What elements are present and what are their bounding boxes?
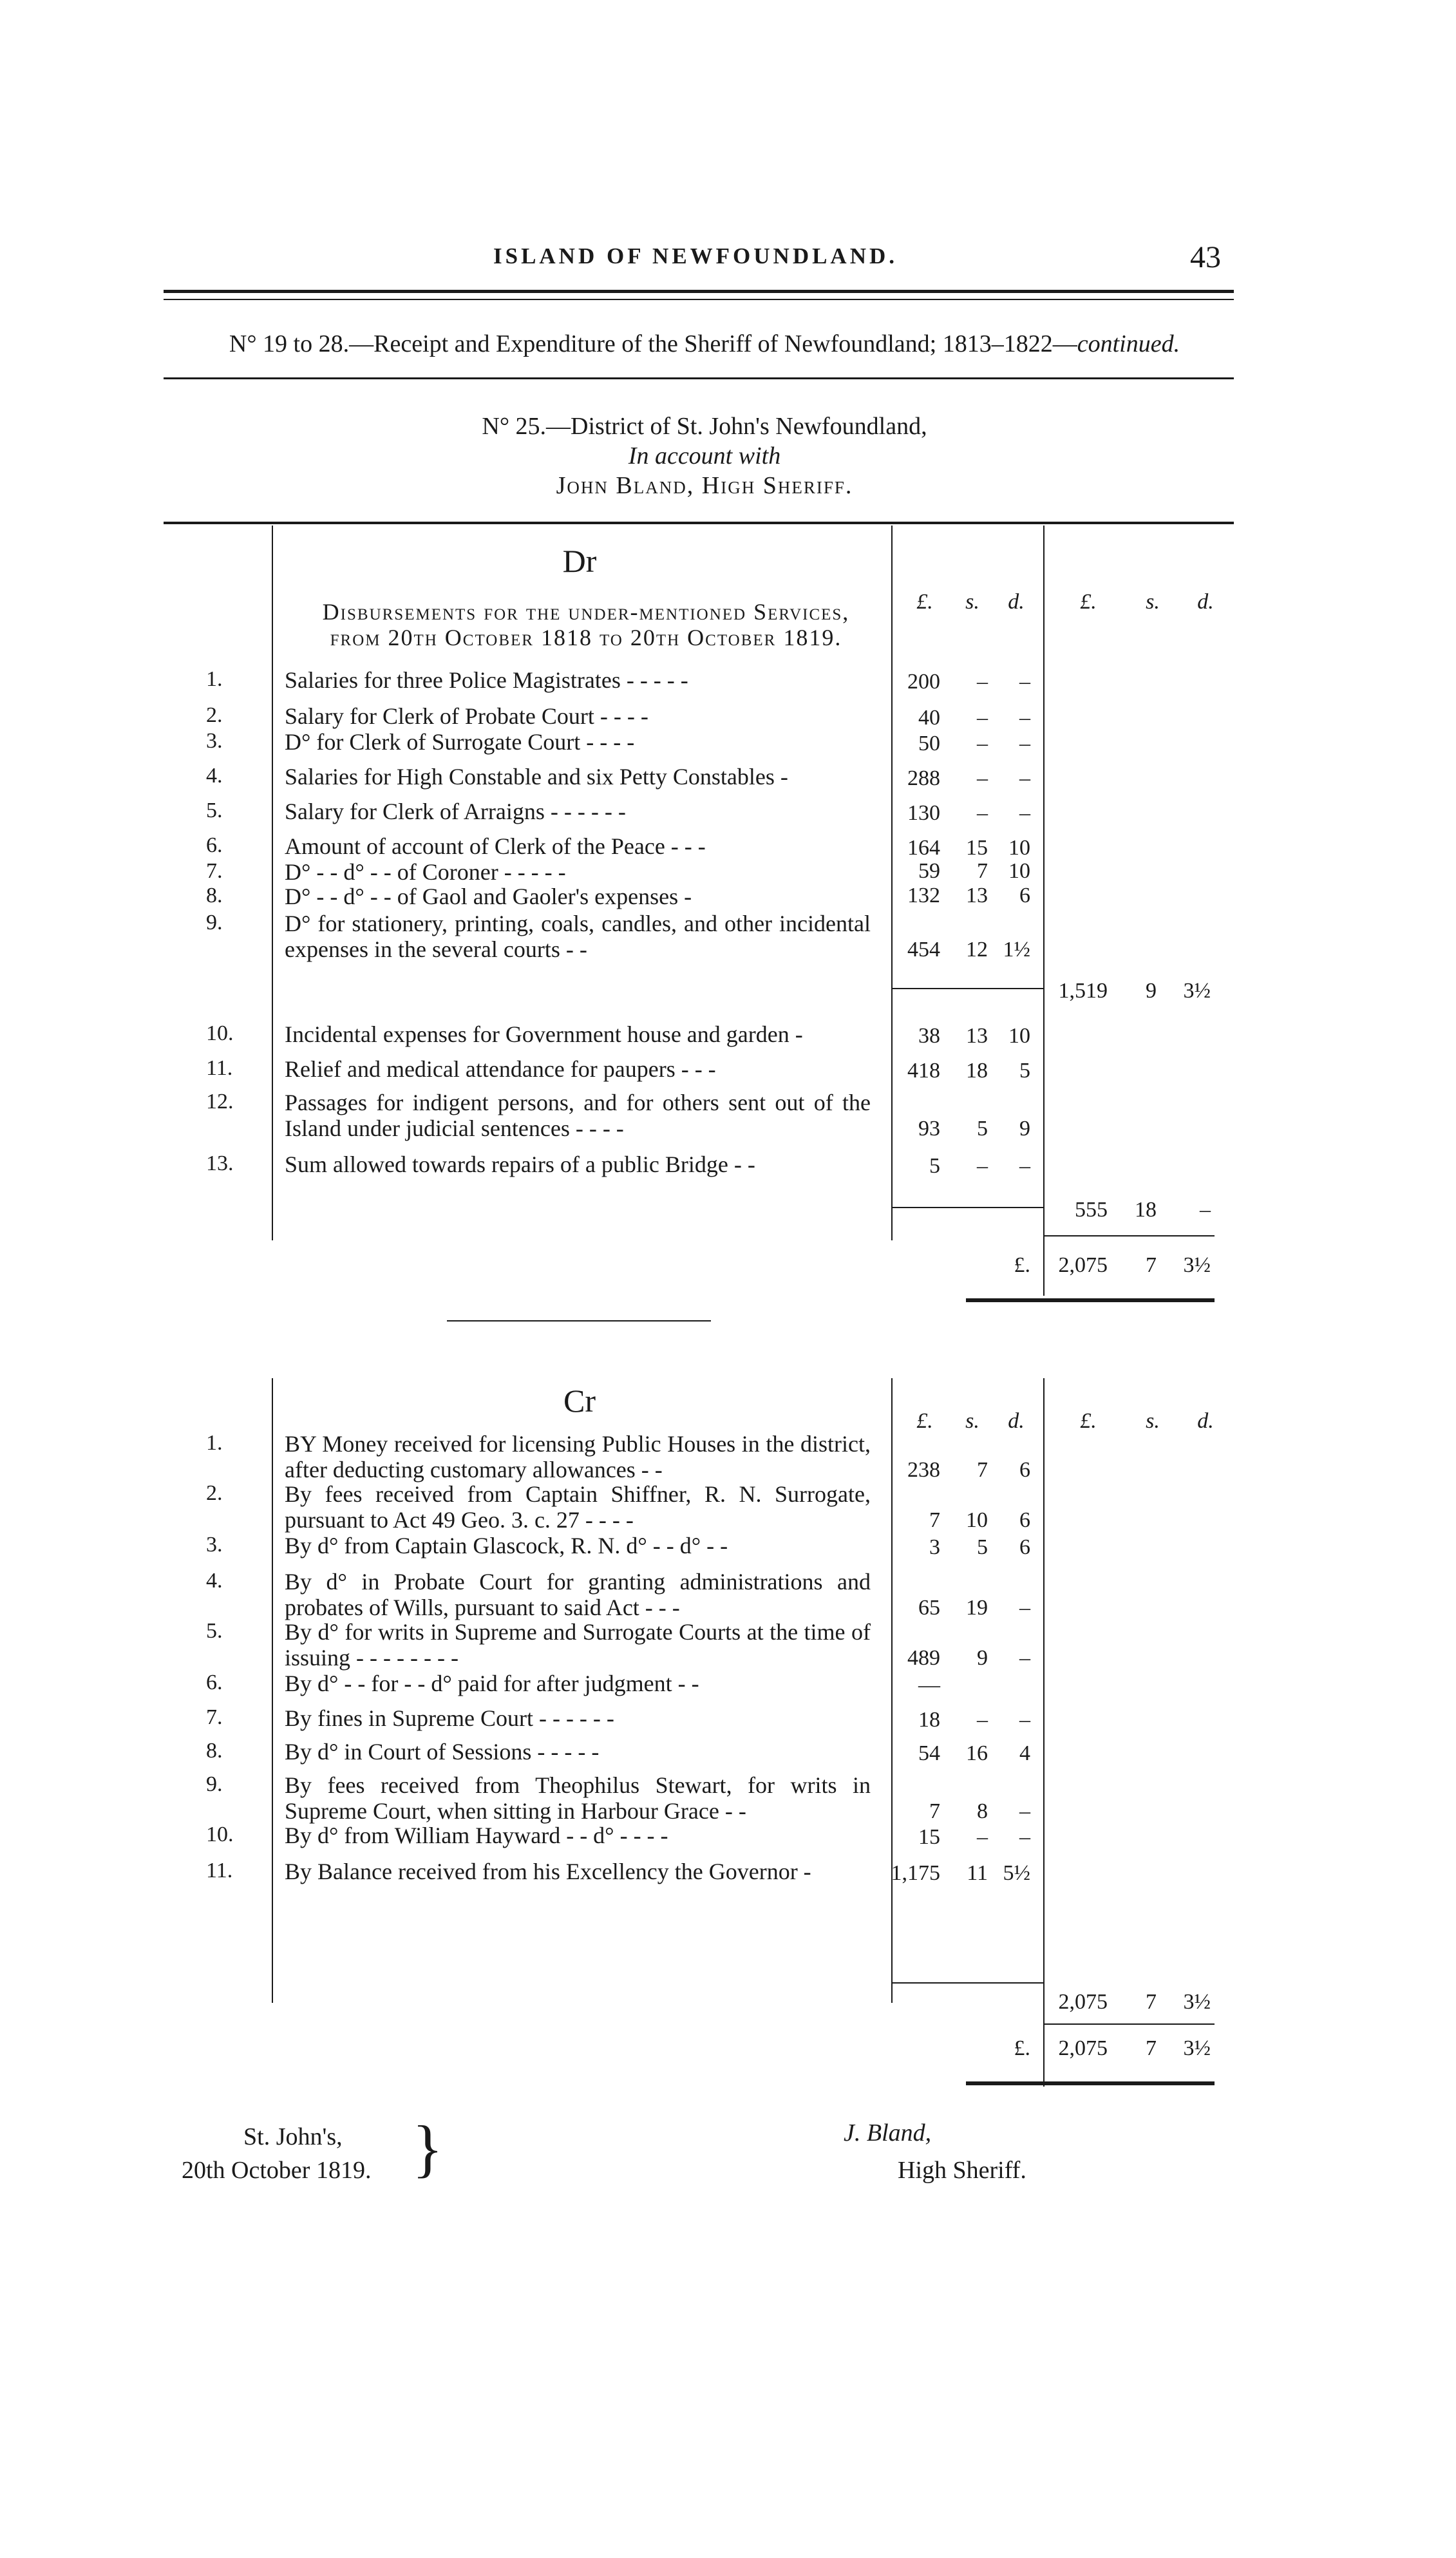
credit-item-pounds: 7 bbox=[929, 1799, 940, 1823]
credit-item-shillings: 8 bbox=[977, 1799, 988, 1823]
debit-item-pounds: 132 bbox=[907, 884, 940, 907]
credit-subtotal-pounds: 2,075 bbox=[1058, 1990, 1108, 2014]
credit-subtotal-pence: 3½ bbox=[1183, 1990, 1211, 2014]
credit-col2-pounds: £. bbox=[1080, 1409, 1097, 1433]
credit-item-description: By d° - - for - - d° paid for after judgment - - bbox=[285, 1671, 699, 1696]
credit-total-rule bbox=[1045, 2023, 1215, 2025]
debit-total-pence: 3½ bbox=[1183, 1253, 1211, 1277]
credit-item-number: 3. bbox=[206, 1533, 223, 1557]
credit-item-number: 2. bbox=[206, 1481, 223, 1505]
debit-item-pounds: 454 bbox=[907, 938, 940, 962]
debit-item-pence: 9 bbox=[1019, 1117, 1030, 1141]
debit-heading: Dr bbox=[562, 543, 597, 579]
debit-item-number: 5. bbox=[206, 799, 223, 822]
credit-item-pounds: 489 bbox=[907, 1646, 940, 1670]
debit-item-description: Passages for indigent persons, and for others sent out of the Island under judicial sentences - - - - bbox=[285, 1090, 871, 1141]
debit-intro: Disbursements for the under-mentioned Services, from 20th October 1818 to 20th October 1819. bbox=[322, 599, 850, 650]
credit-item-shillings: 16 bbox=[966, 1741, 988, 1765]
footer-place: St. John's, bbox=[243, 2123, 343, 2150]
debit-item-number: 3. bbox=[206, 729, 223, 753]
debit-item-pence: – bbox=[1019, 670, 1030, 694]
debit-total-shillings: 7 bbox=[1146, 1253, 1157, 1277]
debit-item-description: Salaries for three Police Magistrates - - - - - bbox=[285, 667, 688, 693]
credit-item-pounds: 3 bbox=[929, 1535, 940, 1559]
credit-col-pounds: £. bbox=[916, 1409, 933, 1433]
debit-item-pounds: 40 bbox=[918, 706, 940, 730]
debit-item-pounds: 288 bbox=[907, 766, 940, 790]
credit-col-rule-2 bbox=[1043, 1378, 1045, 2087]
document-title: N° 19 to 28.—Receipt and Expenditure of the Sheriff of Newfoundland; 1813–1822—continued. bbox=[229, 330, 1180, 357]
debit-item-pence: – bbox=[1019, 766, 1030, 790]
debit-item-shillings: 5 bbox=[977, 1117, 988, 1141]
credit-double-rule bbox=[966, 2081, 1215, 2085]
debit-item-pence: 10 bbox=[1008, 859, 1030, 883]
debit-item-pounds: 93 bbox=[918, 1117, 940, 1141]
credit-item-shillings: 10 bbox=[966, 1508, 988, 1532]
debit-item-description: Incidental expenses for Government house and garden - bbox=[285, 1021, 803, 1047]
credit-heading: Cr bbox=[563, 1383, 596, 1419]
credit-subtotal-shillings: 7 bbox=[1146, 1990, 1157, 2014]
footer-date: 20th October 1819. bbox=[182, 2157, 372, 2184]
running-head: ISLAND OF NEWFOUNDLAND. bbox=[493, 243, 898, 269]
sheriff-line: John Bland, High Sheriff. bbox=[556, 472, 853, 499]
debit-item-shillings: 13 bbox=[966, 884, 988, 907]
debit-item-number: 11. bbox=[206, 1056, 233, 1080]
debit-item-pounds: 38 bbox=[918, 1024, 940, 1048]
credit-item-pounds: 1,175 bbox=[891, 1861, 940, 1885]
debit-item-shillings: – bbox=[977, 706, 988, 730]
debit-item-shillings: 18 bbox=[966, 1059, 988, 1083]
credit-item-description: By Balance received from his Excellency the Governor - bbox=[285, 1859, 811, 1884]
credit-item-number: 10. bbox=[206, 1823, 234, 1846]
footer-office: High Sheriff. bbox=[898, 2157, 1026, 2184]
debit-col2-pounds: £. bbox=[1080, 590, 1097, 614]
credit-item-number: 11. bbox=[206, 1859, 233, 1882]
debit-total-pounds: 2,075 bbox=[1058, 1253, 1108, 1277]
credit-left-rule bbox=[272, 1378, 273, 2003]
debit-subtotal-2-shillings: 18 bbox=[1135, 1198, 1157, 1222]
district-line: N° 25.—District of St. John's Newfoundland, bbox=[482, 413, 927, 440]
debit-subtotal-1-shillings: 9 bbox=[1146, 979, 1157, 1003]
debit-col-pence: d. bbox=[1008, 590, 1025, 614]
debit-item-number: 8. bbox=[206, 884, 223, 907]
debit-item-description: Salary for Clerk of Arraigns - - - - - - bbox=[285, 799, 626, 824]
credit-item-pence: – bbox=[1019, 1596, 1030, 1620]
debit-item-description: D° - - d° - - of Gaol and Gaoler's expenses - bbox=[285, 884, 692, 909]
debit-left-rule bbox=[272, 526, 273, 1240]
footer-signature: J. Bland, bbox=[844, 2119, 932, 2146]
debit-item-description: D° for Clerk of Surrogate Court - - - - bbox=[285, 729, 635, 755]
credit-item-description: By fees received from Theophilus Stewart, for writs in Supreme Court, when sitting in Harbour Grace - - bbox=[285, 1772, 871, 1824]
credit-item-shillings: 11 bbox=[967, 1861, 988, 1885]
credit-item-number: 6. bbox=[206, 1671, 223, 1694]
debit-item-pence: 10 bbox=[1008, 836, 1030, 860]
debit-item-pounds: 5 bbox=[929, 1154, 940, 1178]
debit-item-description: Amount of account of Clerk of the Peace - - - bbox=[285, 833, 706, 859]
credit-item-description: By fees received from Captain Shiffner, R. N. Surrogate, pursuant to Act 49 Geo. 3. c. 27 - - - - bbox=[285, 1481, 871, 1533]
credit-item-description: BY Money received for licensing Public Houses in the district, after deducting customary allowances - - bbox=[285, 1431, 871, 1483]
credit-item-pence: 4 bbox=[1019, 1741, 1030, 1765]
credit-total-label: £. bbox=[1014, 2036, 1030, 2060]
credit-item-number: 7. bbox=[206, 1705, 223, 1729]
debit-item-description: Salary for Clerk of Probate Court - - - - bbox=[285, 703, 648, 729]
debit-item-shillings: – bbox=[977, 670, 988, 694]
page-number: 43 bbox=[1190, 240, 1221, 274]
debit-col-rule-2 bbox=[1043, 526, 1045, 1296]
debit-item-number: 6. bbox=[206, 833, 223, 857]
credit-total-pounds: 2,075 bbox=[1058, 2036, 1108, 2060]
debit-item-pounds: 164 bbox=[907, 836, 940, 860]
credit-item-description: By d° from William Hayward - - d° - - - - bbox=[285, 1823, 668, 1848]
debit-item-description: D° for stationery, printing, coals, candles, and other incidental expenses in the several courts - - bbox=[285, 911, 871, 962]
debit-item-pence: – bbox=[1019, 1154, 1030, 1178]
debit-subtotal-1-pounds: 1,519 bbox=[1058, 979, 1108, 1003]
debit-item-number: 7. bbox=[206, 859, 223, 883]
credit-item-pence: – bbox=[1019, 1646, 1030, 1670]
debit-item-description: Relief and medical attendance for paupers - - - bbox=[285, 1056, 716, 1082]
credit-item-description: By fines in Supreme Court - - - - - - bbox=[285, 1705, 614, 1731]
debit-col2-shillings: s. bbox=[1146, 590, 1160, 614]
credit-item-number: 1. bbox=[206, 1431, 223, 1455]
credit-item-pounds: — bbox=[918, 1673, 940, 1697]
credit-item-pounds: 7 bbox=[929, 1508, 940, 1532]
debit-item-pounds: 59 bbox=[918, 859, 940, 883]
debit-subrule-2 bbox=[893, 1207, 1043, 1208]
credit-col2-shillings: s. bbox=[1146, 1409, 1160, 1433]
credit-item-shillings: 5 bbox=[977, 1535, 988, 1559]
credit-item-shillings: – bbox=[977, 1708, 988, 1732]
debit-item-number: 4. bbox=[206, 764, 223, 788]
credit-item-pence: – bbox=[1019, 1799, 1030, 1823]
debit-item-pence: 1½ bbox=[1003, 938, 1030, 962]
debit-subtotal-2-pence: – bbox=[1200, 1198, 1211, 1222]
debit-item-pounds: 418 bbox=[907, 1059, 940, 1083]
debit-subtotal-1-pence: 3½ bbox=[1183, 979, 1211, 1003]
credit-item-pounds: 65 bbox=[918, 1596, 940, 1620]
credit-item-shillings: 19 bbox=[966, 1596, 988, 1620]
credit-total-shillings: 7 bbox=[1146, 2036, 1157, 2060]
debit-item-number: 13. bbox=[206, 1151, 234, 1175]
footer-brace: } bbox=[412, 2112, 443, 2184]
header-rule-top bbox=[164, 290, 1234, 293]
title-rule bbox=[164, 377, 1234, 379]
credit-col-shillings: s. bbox=[965, 1409, 979, 1433]
account-line: In account with bbox=[628, 442, 781, 469]
debit-item-shillings: 12 bbox=[966, 938, 988, 962]
debit-item-pence: – bbox=[1019, 732, 1030, 755]
debit-item-pence: – bbox=[1019, 706, 1030, 730]
debit-item-shillings: 13 bbox=[966, 1024, 988, 1048]
section-separator bbox=[447, 1320, 711, 1322]
credit-item-description: By d° for writs in Supreme and Surrogate Courts at the time of issuing - - - - - - - - bbox=[285, 1619, 871, 1671]
credit-subrule bbox=[893, 1982, 1043, 1984]
debit-double-rule bbox=[966, 1298, 1215, 1302]
debit-item-shillings: – bbox=[977, 732, 988, 755]
credit-item-pence: 6 bbox=[1019, 1458, 1030, 1482]
credit-item-pounds: 238 bbox=[907, 1458, 940, 1482]
debit-col-shillings: s. bbox=[965, 590, 979, 614]
credit-item-shillings: – bbox=[977, 1825, 988, 1849]
debit-total-label: £. bbox=[1014, 1253, 1030, 1277]
credit-item-description: By d° from Captain Glascock, R. N. d° - - d° - - bbox=[285, 1533, 728, 1558]
credit-item-pounds: 15 bbox=[918, 1825, 940, 1849]
credit-col2-pence: d. bbox=[1197, 1409, 1214, 1433]
debit-item-pounds: 200 bbox=[907, 670, 940, 694]
debit-subrule-1 bbox=[893, 988, 1043, 989]
header-rule-bottom bbox=[164, 299, 1234, 300]
debit-item-pence: 6 bbox=[1019, 884, 1030, 907]
credit-item-number: 5. bbox=[206, 1619, 223, 1643]
debit-item-pounds: 130 bbox=[907, 801, 940, 825]
debit-item-shillings: – bbox=[977, 766, 988, 790]
credit-item-pence: 6 bbox=[1019, 1535, 1030, 1559]
debit-item-number: 10. bbox=[206, 1021, 234, 1045]
debit-item-shillings: 7 bbox=[977, 859, 988, 883]
debit-item-number: 2. bbox=[206, 703, 223, 727]
debit-col-pounds: £. bbox=[916, 590, 933, 614]
credit-item-description: By d° in Probate Court for granting administrations and probates of Wills, pursuant to said Act - - - bbox=[285, 1569, 871, 1620]
debit-item-number: 1. bbox=[206, 667, 223, 691]
credit-item-description: By d° in Court of Sessions - - - - - bbox=[285, 1739, 600, 1765]
debit-item-description: D° - - d° - - of Coroner - - - - - bbox=[285, 859, 566, 885]
debit-item-number: 12. bbox=[206, 1090, 234, 1113]
credit-item-pounds: 54 bbox=[918, 1741, 940, 1765]
credit-total-pence: 3½ bbox=[1183, 2036, 1211, 2060]
debit-item-pence: 10 bbox=[1008, 1024, 1030, 1048]
credit-item-number: 8. bbox=[206, 1739, 223, 1763]
credit-item-pence: 5½ bbox=[1003, 1861, 1030, 1885]
credit-col-rule-1 bbox=[891, 1378, 893, 2003]
credit-item-pence: – bbox=[1019, 1708, 1030, 1732]
debit-col2-pence: d. bbox=[1197, 590, 1214, 614]
credit-item-shillings: 7 bbox=[977, 1458, 988, 1482]
credit-item-pence: 6 bbox=[1019, 1508, 1030, 1532]
debit-item-description: Salaries for High Constable and six Petty Constables - bbox=[285, 764, 788, 790]
debit-item-pence: – bbox=[1019, 801, 1030, 825]
debit-item-shillings: – bbox=[977, 1154, 988, 1178]
debit-item-pence: 5 bbox=[1019, 1059, 1030, 1083]
debit-item-shillings: – bbox=[977, 801, 988, 825]
debit-item-shillings: 15 bbox=[966, 836, 988, 860]
credit-item-number: 9. bbox=[206, 1772, 223, 1796]
debit-subtotal-2-pounds: 555 bbox=[1075, 1198, 1108, 1222]
debit-total-rule bbox=[1045, 1235, 1215, 1236]
table-top-rule bbox=[164, 522, 1234, 524]
debit-col-rule-1 bbox=[891, 526, 893, 1240]
credit-item-pence: – bbox=[1019, 1825, 1030, 1849]
debit-item-pounds: 50 bbox=[918, 732, 940, 755]
credit-item-shillings: 9 bbox=[977, 1646, 988, 1670]
debit-item-description: Sum allowed towards repairs of a public Bridge - - bbox=[285, 1151, 755, 1177]
credit-item-pounds: 18 bbox=[918, 1708, 940, 1732]
credit-item-number: 4. bbox=[206, 1569, 223, 1593]
debit-item-number: 9. bbox=[206, 911, 223, 934]
credit-col-pence: d. bbox=[1008, 1409, 1025, 1433]
